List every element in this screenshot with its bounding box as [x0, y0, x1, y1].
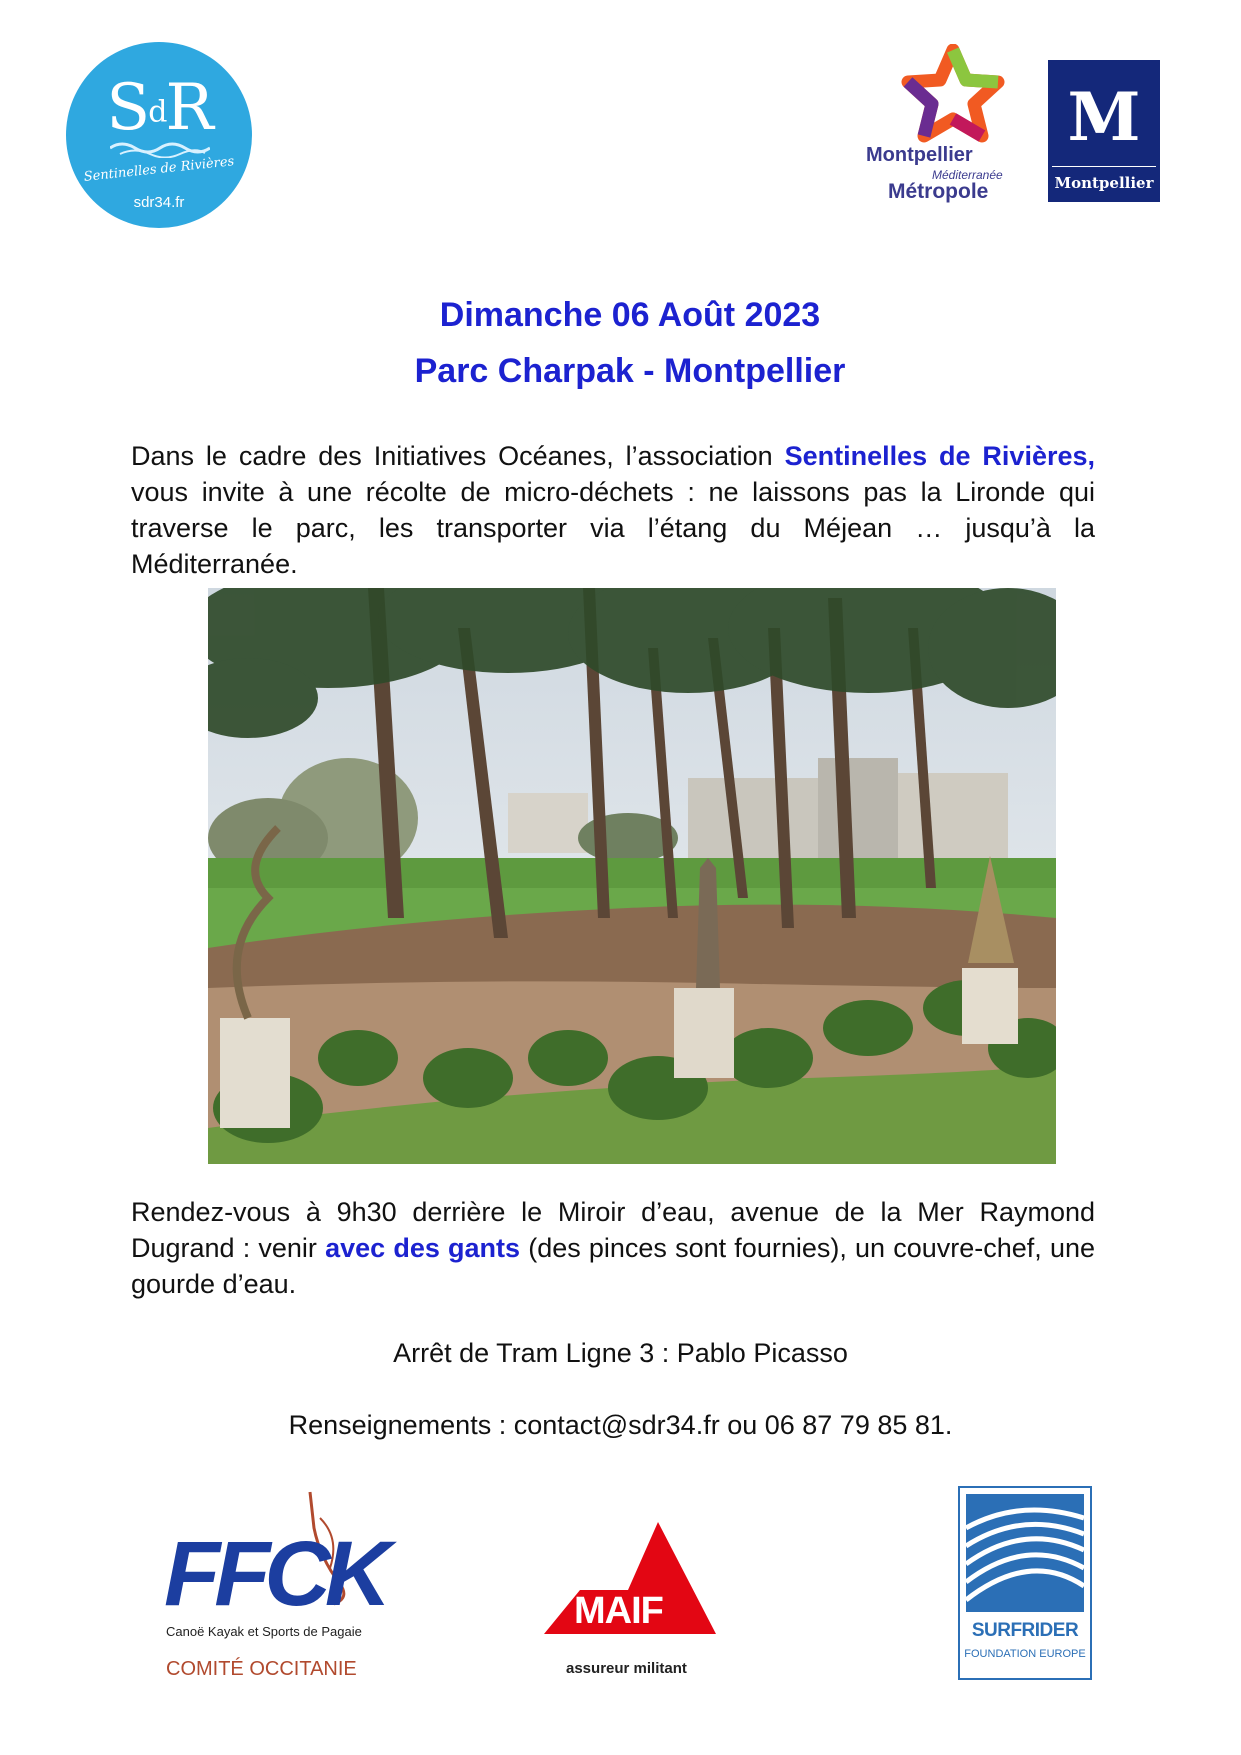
city-logo-letter: M: [1067, 78, 1141, 156]
city-logo-word: Montpellier: [1054, 174, 1154, 192]
tram-stop-line: Arrêt de Tram Ligne 3 : Pablo Picasso: [393, 1338, 848, 1368]
surfrider-name: SURFRIDER: [971, 1620, 1079, 1641]
rdv-text-2: (des pinces sont fournies), un couvre-chef, une gourde d’eau.: [131, 1233, 1095, 1299]
metropole-line1: Montpellier: [866, 144, 973, 166]
ffck-acronym: FFCK: [164, 1523, 386, 1625]
sdr-logo: [66, 42, 252, 228]
city-logo-divider: [1052, 166, 1156, 167]
maif-tagline: assureur militant: [566, 1660, 687, 1677]
sdr-logo-url: sdr34.fr: [133, 194, 185, 211]
contact-line: Renseignements : contact@sdr34.fr ou 06 87 79 85 81.: [288, 1410, 953, 1440]
maif-triangle-icon: [540, 1518, 720, 1658]
park-photo: [208, 588, 1056, 1164]
metropole-logo: [858, 44, 1028, 204]
wave-stripes-icon: [960, 1488, 1090, 1616]
surfrider-logo: [958, 1486, 1092, 1680]
sdr-logo-name: Sentinelles de Rivières: [83, 154, 235, 185]
maif-word: MAIF: [574, 1590, 663, 1632]
sdr-logo-letters: SdR: [106, 71, 212, 145]
maif-logo: [540, 1518, 720, 1678]
intro-text-2: vous invite à une récolte de micro-déchets : ne laissons pas la Lironde qui traverse le parc, les transporter via l’étang du Méjean … jusqu’à la Méditerranée.: [131, 477, 1095, 579]
ffck-logo: [160, 1488, 386, 1694]
rdv-highlight: avec des gants: [325, 1233, 521, 1263]
ffck-subtitle: Canoë Kayak et Sports de Pagaie: [166, 1624, 362, 1639]
intro-highlight: Sentinelles de Rivières,: [784, 441, 1096, 471]
star-icon: [898, 44, 1008, 144]
event-place: Parc Charpak - Montpellier: [414, 352, 846, 390]
intro-paragraph: [131, 438, 1095, 582]
surfrider-subtitle: FOUNDATION EUROPE: [964, 1648, 1086, 1660]
event-date: Dimanche 06 Août 2023: [439, 296, 821, 334]
metropole-line3: Métropole: [888, 180, 989, 203]
rendezvous-paragraph: [131, 1194, 1095, 1302]
rdv-text-1: Rendez-vous à 9h30 derrière le Miroir d’eau, avenue de la Mer Raymond Dugrand : venir: [131, 1197, 1095, 1263]
montpellier-city-logo: [1048, 60, 1160, 202]
park-illustration: [208, 588, 1056, 1164]
intro-text-1: Dans le cadre des Initiatives Océanes, l’association: [131, 441, 785, 471]
metropole-line2: Méditerranée: [932, 168, 1003, 182]
wave-icon: [110, 138, 210, 158]
ffck-region: COMITÉ OCCITANIE: [166, 1658, 357, 1680]
